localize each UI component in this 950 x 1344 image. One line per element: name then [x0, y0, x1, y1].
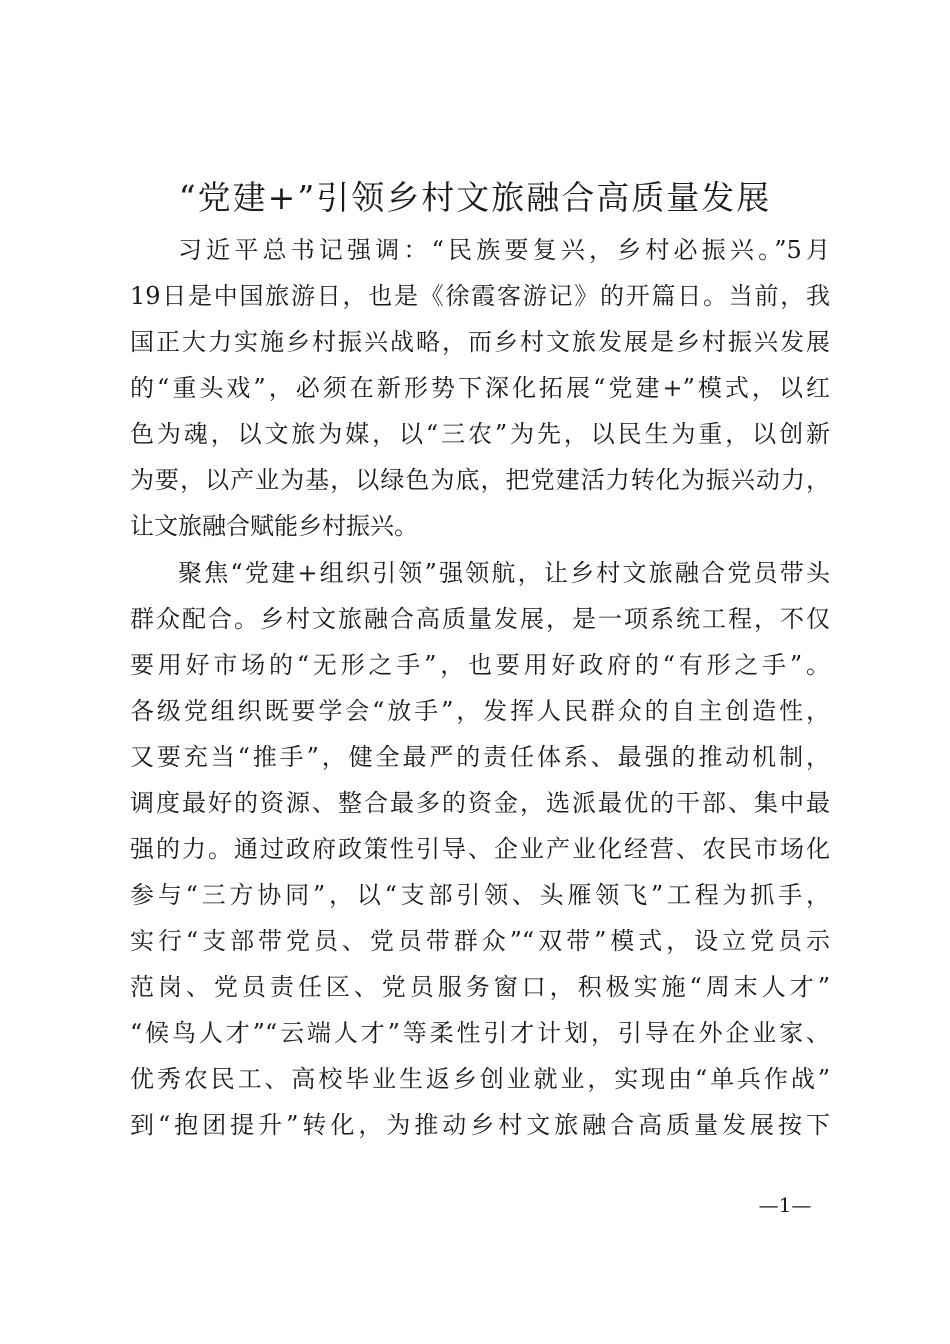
text-line: 的“重头戏”，必须在新形势下深化拓展“党建+”模式，以红	[130, 374, 830, 402]
text-line: 强的力。通过政府政策性引导、企业产业化经营、农民市场化	[130, 835, 830, 863]
text-line: 范岗、党员责任区、党员服务窗口，积极实施“周末人才”	[130, 973, 830, 1001]
text-line: 要用好市场的“无形之手”，也要用好政府的“有形之手”。	[130, 651, 830, 679]
text-line: 参与“三方协同”，以“支部引领、头雁领飞”工程为抓手，	[130, 881, 830, 909]
text-line: 到“抱团提升”转化，为推动乡村文旅融合高质量发展按下	[130, 1111, 830, 1139]
text-line: 19日是中国旅游日，也是《徐霞客游记》的开篇日。当前，我	[130, 282, 830, 310]
text-line: 色为魂，以文旅为媒，以“三农”为先，以民生为重，以创新	[130, 420, 830, 448]
text-line: 调度最好的资源、整合最多的资金，选派最优的干部、集中最	[130, 789, 830, 817]
text-line: “候鸟人才”“云端人才”等柔性引才计划，引导在外企业家、	[130, 1019, 830, 1047]
text-line: 实行“支部带党员、党员带群众”“双带”模式，设立党员示	[130, 927, 830, 955]
text-line: 国正大力实施乡村振兴战略，而乡村文旅发展是乡村振兴发展	[130, 328, 830, 356]
text-line: 群众配合。乡村文旅融合高质量发展，是一项系统工程，不仅	[130, 605, 830, 633]
text-line: 优秀农民工、高校毕业生返乡创业就业，实现由“单兵作战”	[130, 1065, 830, 1093]
document-title: “党建+”引领乡村文旅融合高质量发展	[178, 178, 772, 217]
page-number: —1—	[758, 1193, 812, 1217]
text-line: 让文旅融合赋能乡村振兴。	[130, 512, 418, 540]
text-line: 又要充当“推手”，健全最严的责任体系、最强的推动机制，	[130, 743, 830, 771]
text-line: 为要，以产业为基，以绿色为底，把党建活力转化为振兴动力，	[130, 466, 830, 494]
text-line: 习近平总书记强调：“民族要复兴，乡村必振兴。”5月	[178, 236, 830, 264]
text-line: 各级党组织既要学会“放手”，发挥人民群众的自主创造性，	[130, 697, 830, 725]
text-line: 聚焦“党建+组织引领”强领航，让乡村文旅融合党员带头	[178, 559, 830, 587]
